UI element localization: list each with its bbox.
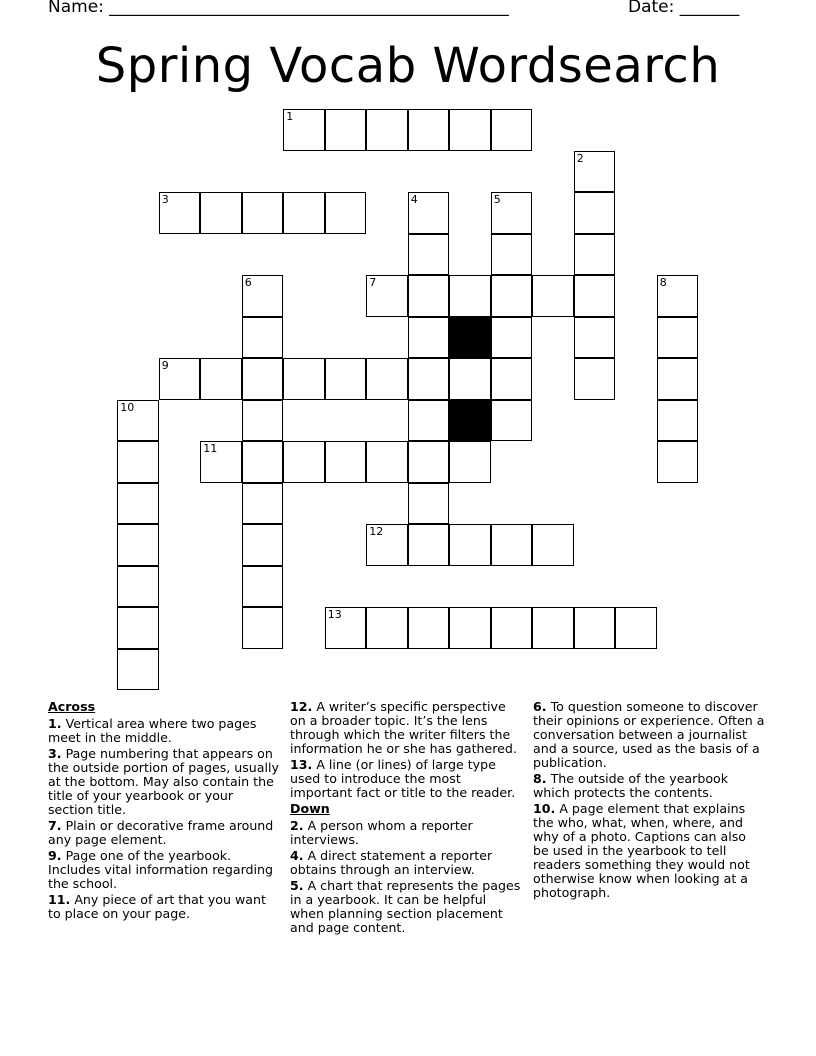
grid-cell[interactable]: [574, 192, 616, 234]
clue-number-label: 10: [120, 400, 135, 414]
clues-column-1: [48, 700, 280, 923]
grid-cell[interactable]: [574, 358, 616, 400]
grid-cell[interactable]: [449, 109, 491, 151]
grid-cell[interactable]: [117, 607, 159, 649]
clue-text: A chart that represents the pages in a yearbook. It can be helpful when planning section placement and page content.: [290, 878, 521, 935]
grid-cell[interactable]: [283, 192, 325, 234]
clue-number-label: 13: [327, 608, 342, 622]
grid-cell[interactable]: [366, 358, 408, 400]
clue-number-label: 8: [659, 276, 667, 290]
grid-cell[interactable]: [200, 358, 242, 400]
grid-cell[interactable]: [532, 275, 574, 317]
grid-cell[interactable]: [325, 358, 367, 400]
name-field[interactable]: Name: _______________________________________________: [48, 0, 509, 17]
grid-cell[interactable]: [242, 192, 284, 234]
clue-down-10: [533, 802, 765, 900]
grid-cell[interactable]: [491, 400, 533, 442]
clue-across-13: [290, 758, 522, 800]
grid-cell[interactable]: [532, 524, 574, 566]
grid-cell[interactable]: [408, 275, 450, 317]
grid-cell[interactable]: [574, 234, 616, 276]
clue-text: A line (or lines) of large type used to introduce the most important fact or title to the reader.: [290, 757, 516, 800]
clue-across-7: [48, 819, 280, 847]
clues-column-3: [533, 700, 765, 902]
clue-number: 1.: [48, 716, 62, 731]
clue-text: To question someone to discover their opinions or experience. Often a conversation between a journalist and a source, used as the basis of a publication.: [533, 699, 765, 770]
grid-cell[interactable]: [574, 317, 616, 359]
page-title: Spring Vocab Wordsearch: [95, 38, 721, 94]
grid-cell[interactable]: [657, 400, 699, 442]
clue-text: A page element that explains the who, what, when, where, and why of a photo. Captions can also be used in the yearbook to tell readers something they would not otherwise know when looking at a photograph.: [533, 801, 750, 900]
grid-cell[interactable]: [408, 109, 450, 151]
grid-cell[interactable]: [491, 524, 533, 566]
grid-cell[interactable]: [449, 524, 491, 566]
clue-text: A direct statement a reporter obtains through an interview.: [290, 848, 493, 877]
grid-cell[interactable]: [449, 607, 491, 649]
grid-cell[interactable]: [366, 275, 408, 317]
grid-cell[interactable]: [491, 192, 533, 234]
clue-number: 8.: [533, 771, 547, 786]
clue-text: Page one of the yearbook. Includes vital information regarding the school.: [48, 848, 273, 891]
down-heading: Down: [290, 801, 330, 816]
clue-number: 11.: [48, 892, 71, 907]
grid-cell[interactable]: [491, 358, 533, 400]
grid-cell[interactable]: [657, 317, 699, 359]
clues-column-2: [290, 700, 522, 937]
across-heading: Across: [48, 699, 96, 714]
grid-cell[interactable]: [117, 441, 159, 483]
grid-cell[interactable]: [574, 151, 616, 193]
grid-cell[interactable]: [657, 441, 699, 483]
clue-number: 7.: [48, 818, 62, 833]
grid-cell[interactable]: [491, 109, 533, 151]
grid-cell[interactable]: [366, 109, 408, 151]
grid-cell[interactable]: [449, 441, 491, 483]
grid-cell[interactable]: [200, 441, 242, 483]
clue-number-label: 4: [410, 193, 418, 207]
grid-cell[interactable]: [574, 607, 616, 649]
clue-text: Any piece of art that you want to place on your page.: [48, 892, 266, 921]
grid-block: [449, 400, 491, 442]
grid-cell[interactable]: [159, 192, 201, 234]
clue-text: The outside of the yearbook which protects the contents.: [533, 771, 729, 800]
clue-text: A person whom a reporter interviews.: [290, 818, 473, 847]
clue-across-11: [48, 893, 280, 921]
grid-cell[interactable]: [491, 607, 533, 649]
grid-cell[interactable]: [408, 524, 450, 566]
grid-cell[interactable]: [325, 607, 367, 649]
grid-cell[interactable]: [408, 317, 450, 359]
clue-number: 9.: [48, 848, 62, 863]
grid-cell[interactable]: [242, 400, 284, 442]
grid-cell[interactable]: [408, 483, 450, 525]
clue-down-8: [533, 772, 765, 800]
grid-cell[interactable]: [117, 649, 159, 691]
clue-number-label: 11: [203, 442, 218, 456]
clue-number: 12.: [290, 699, 313, 714]
clue-down-6: [533, 700, 765, 770]
clue-number: 10.: [533, 801, 556, 816]
grid-cell[interactable]: [449, 275, 491, 317]
clue-text: A writer’s specific perspective on a broader topic. It’s the lens through which the writer filters the information he or she has gathered.: [290, 699, 517, 756]
clue-across-3: [48, 747, 280, 817]
grid-cell[interactable]: [408, 358, 450, 400]
clue-number-label: 2: [576, 151, 584, 165]
clue-down-2: [290, 819, 522, 847]
grid-cell[interactable]: [117, 400, 159, 442]
grid-cell[interactable]: [325, 441, 367, 483]
clue-across-9: [48, 849, 280, 891]
clue-text: Vertical area where two pages meet in the middle.: [48, 716, 257, 745]
grid-cell[interactable]: [366, 524, 408, 566]
clue-number: 5.: [290, 878, 304, 893]
grid-cell[interactable]: [242, 566, 284, 608]
grid-cell[interactable]: [242, 441, 284, 483]
grid-cell[interactable]: [657, 358, 699, 400]
clue-number-label: 9: [161, 359, 169, 373]
grid-cell[interactable]: [283, 358, 325, 400]
clue-number-label: 7: [369, 276, 377, 290]
clue-number: 3.: [48, 746, 62, 761]
grid-cell[interactable]: [200, 192, 242, 234]
grid-cell[interactable]: [449, 358, 491, 400]
clue-across-12: [290, 700, 522, 756]
grid-cell[interactable]: [283, 441, 325, 483]
grid-cell[interactable]: [408, 192, 450, 234]
clue-number-label: 6: [244, 276, 252, 290]
grid-cell[interactable]: [491, 317, 533, 359]
grid-cell[interactable]: [408, 400, 450, 442]
grid-cell[interactable]: [491, 275, 533, 317]
clue-number-label: 1: [286, 110, 294, 124]
clue-number-label: 12: [369, 525, 384, 539]
grid-cell[interactable]: [325, 109, 367, 151]
grid-cell[interactable]: [408, 441, 450, 483]
clue-number: 6.: [533, 699, 547, 714]
clue-across-1: [48, 717, 280, 745]
grid-cell[interactable]: [325, 192, 367, 234]
grid-cell[interactable]: [283, 109, 325, 151]
grid-block: [449, 317, 491, 359]
clue-down-4: [290, 849, 522, 877]
grid-cell[interactable]: [242, 524, 284, 566]
clue-text: Plain or decorative frame around any page element.: [48, 818, 274, 847]
grid-cell[interactable]: [242, 607, 284, 649]
grid-cell[interactable]: [366, 441, 408, 483]
clue-number: 2.: [290, 818, 304, 833]
grid-cell[interactable]: [657, 275, 699, 317]
grid-cell[interactable]: [242, 275, 284, 317]
grid-cell[interactable]: [491, 234, 533, 276]
grid-cell[interactable]: [615, 607, 657, 649]
clue-number: 13.: [290, 757, 313, 772]
clue-text: Page numbering that appears on the outside portion of pages, usually at the bottom. May also contain the title of your yearbook or your section title.: [48, 746, 279, 817]
clue-number: 4.: [290, 848, 304, 863]
clue-number-label: 3: [161, 193, 169, 207]
grid-cell[interactable]: [242, 317, 284, 359]
grid-cell[interactable]: [532, 607, 574, 649]
grid-cell[interactable]: [574, 275, 616, 317]
grid-cell[interactable]: [117, 483, 159, 525]
clue-number-label: 5: [493, 193, 501, 207]
grid-cell[interactable]: [242, 483, 284, 525]
grid-cell[interactable]: [117, 524, 159, 566]
grid-cell[interactable]: [408, 234, 450, 276]
grid-cell[interactable]: [117, 566, 159, 608]
grid-cell[interactable]: [159, 358, 201, 400]
date-field[interactable]: Date: _______: [628, 0, 740, 17]
grid-cell[interactable]: [408, 607, 450, 649]
grid-cell[interactable]: [242, 358, 284, 400]
clue-down-5: [290, 879, 522, 935]
grid-cell[interactable]: [366, 607, 408, 649]
